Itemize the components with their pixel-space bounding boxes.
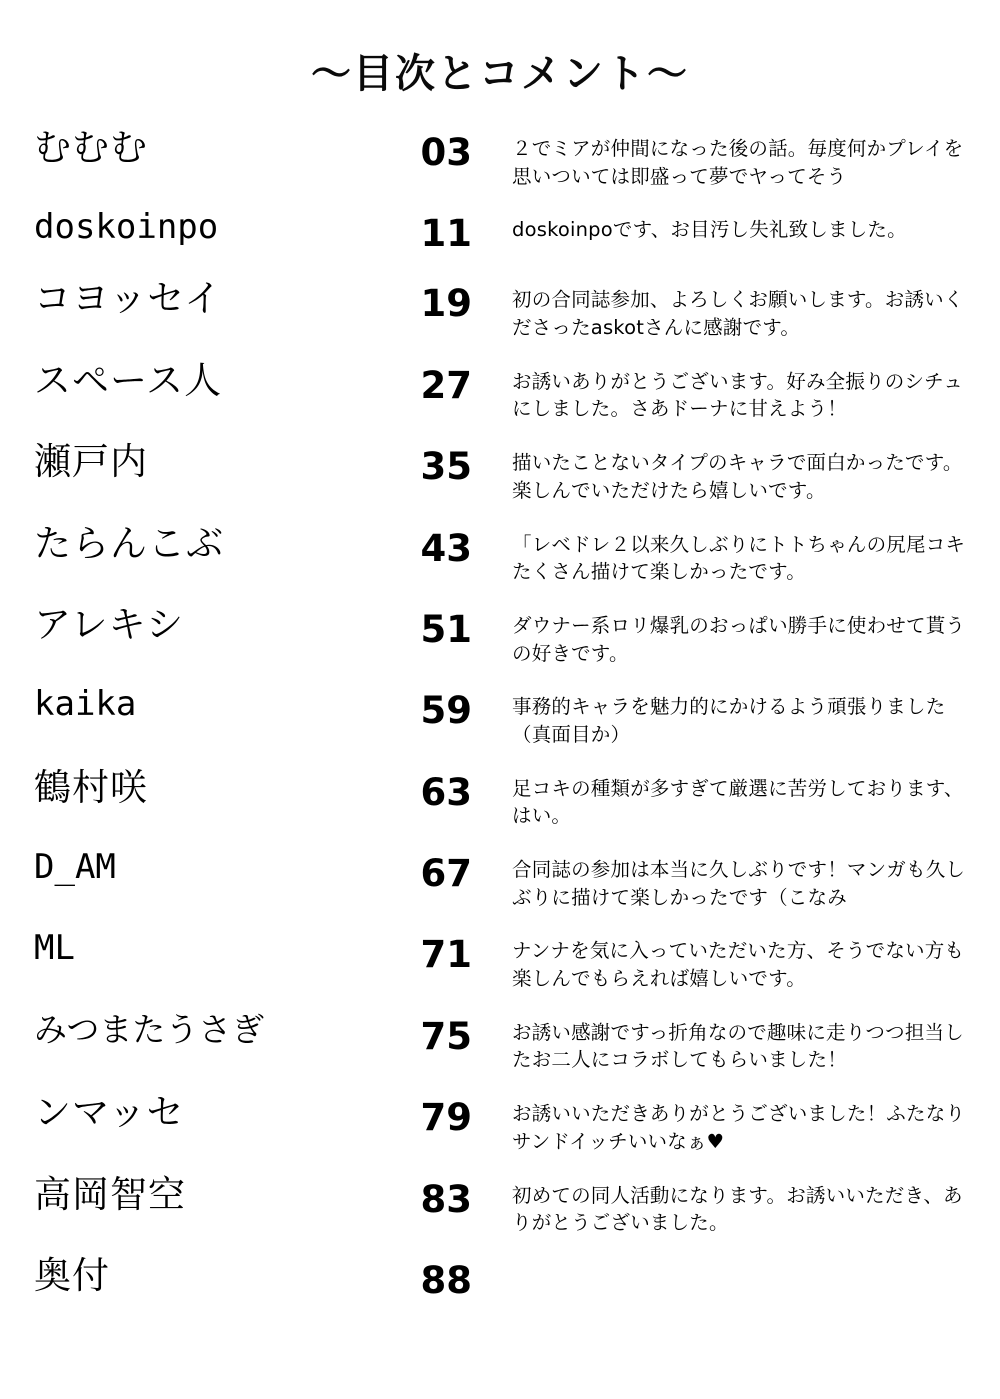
contributor-comment: 事務的キャラを魅力的にかけるよう頑張りました（真面目か） (512, 695, 946, 746)
page-number: 75 (420, 1014, 472, 1058)
list-item (34, 685, 966, 748)
list-item (34, 127, 966, 190)
list-item (34, 767, 966, 830)
list-item (34, 929, 966, 992)
list-item (34, 1092, 966, 1155)
page-number: 59 (420, 689, 472, 733)
contributor-name: 高岡智空 (34, 1172, 186, 1216)
contributor-name: 瀬戸内 (34, 440, 148, 484)
contributor-comment: 「レベドレ２以来久しぶりにトトちゃんの尻尾コキたくさん描けて楽しかったです。 (512, 532, 966, 584)
contributor-name: むむむ (34, 126, 148, 169)
contributor-name: ンマッセ (34, 1091, 185, 1135)
contributor-comment: ダウナー系ロリ爆乳のおっぱい勝手に使わせて貰うの好きです。 (512, 613, 966, 665)
contributor-comment: お誘いありがとうございます。好み全振りのシチュにしました。さあドーナに甘えよう！ (512, 369, 963, 421)
page-number: 79 (420, 1096, 472, 1140)
contributor-name: スペース人 (34, 358, 223, 402)
contributor-name: ML (34, 928, 75, 969)
list-item (34, 1011, 966, 1074)
page-number: 03 (420, 131, 472, 174)
contributor-comment: ナンナを気に入っていただいた方、そうでない方も楽しんでもらえれば嬉しいです。 (512, 939, 965, 991)
contributor-name: アレキシ (34, 602, 185, 646)
list-item (34, 278, 966, 341)
page-title: 〜目次とコメント〜 (311, 51, 689, 97)
page-number: 27 (420, 363, 472, 407)
toc-list (0, 127, 1000, 1307)
list-item (34, 1255, 966, 1307)
list-item (34, 848, 966, 911)
contributor-name: D_AM (34, 847, 116, 887)
contributor-comment: お誘いいただきありがとうございました！ふたなりサンドイッチいいなぁ♥ (512, 1102, 966, 1153)
list-item (34, 208, 966, 260)
list-item (34, 604, 966, 667)
page-number: 19 (420, 282, 472, 326)
contributor-comment: 合同誌の参加は本当に久しぶりです！マンガも久しぶりに描けて楽しかったです（こなみ (512, 858, 966, 909)
contributor-comment: doskoinpoです、お目汚し失礼致しました。 (512, 218, 907, 242)
page-number: 43 (420, 526, 472, 570)
contributor-comment: 初の合同誌参加、よろしくお願いします。お誘いくださったaskotさんに感謝です。 (512, 288, 964, 340)
list-item (34, 523, 966, 586)
list-item (34, 1174, 966, 1237)
page-number: 88 (420, 1258, 472, 1302)
contributor-comment: 描いたことないタイプのキャラで面白かったです。楽しんでいただけたら嬉しいです。 (512, 451, 963, 502)
contributor-comment: ２でミアが仲間になった後の話。毎度何かプレイを思いついては即盛って夢でヤってそう (512, 137, 964, 188)
page-number: 63 (420, 770, 472, 814)
page-number: 11 (420, 212, 472, 256)
contributor-name: doskoinpo (34, 207, 219, 248)
contributor-name: コヨッセイ (34, 277, 223, 321)
contributor-comment: 足コキの種類が多すぎて厳選に苦労しております、はい。 (512, 776, 964, 828)
page-number: 51 (420, 607, 472, 651)
list-item (34, 441, 966, 504)
page-number: 35 (420, 445, 472, 489)
page-number: 83 (420, 1177, 472, 1221)
contributor-name: kaika (34, 684, 137, 725)
contributor-name: たらんこぶ (34, 521, 224, 565)
list-item (34, 360, 966, 423)
page-number: 71 (420, 933, 472, 977)
contributor-comment: 初めての同人活動になります。お誘いいただき、ありがとうございました。 (512, 1183, 963, 1235)
contributor-name: 奥付 (34, 1253, 110, 1297)
page-number: 67 (420, 852, 472, 895)
contributor-comment: お誘い感謝ですっ折角なので趣味に走りつつ担当したお二人にコラボしてもらいました！ (512, 1020, 964, 1072)
contributor-name: 鶴村咲 (34, 765, 148, 809)
contributor-name: みつまたうさぎ (34, 1009, 265, 1049)
